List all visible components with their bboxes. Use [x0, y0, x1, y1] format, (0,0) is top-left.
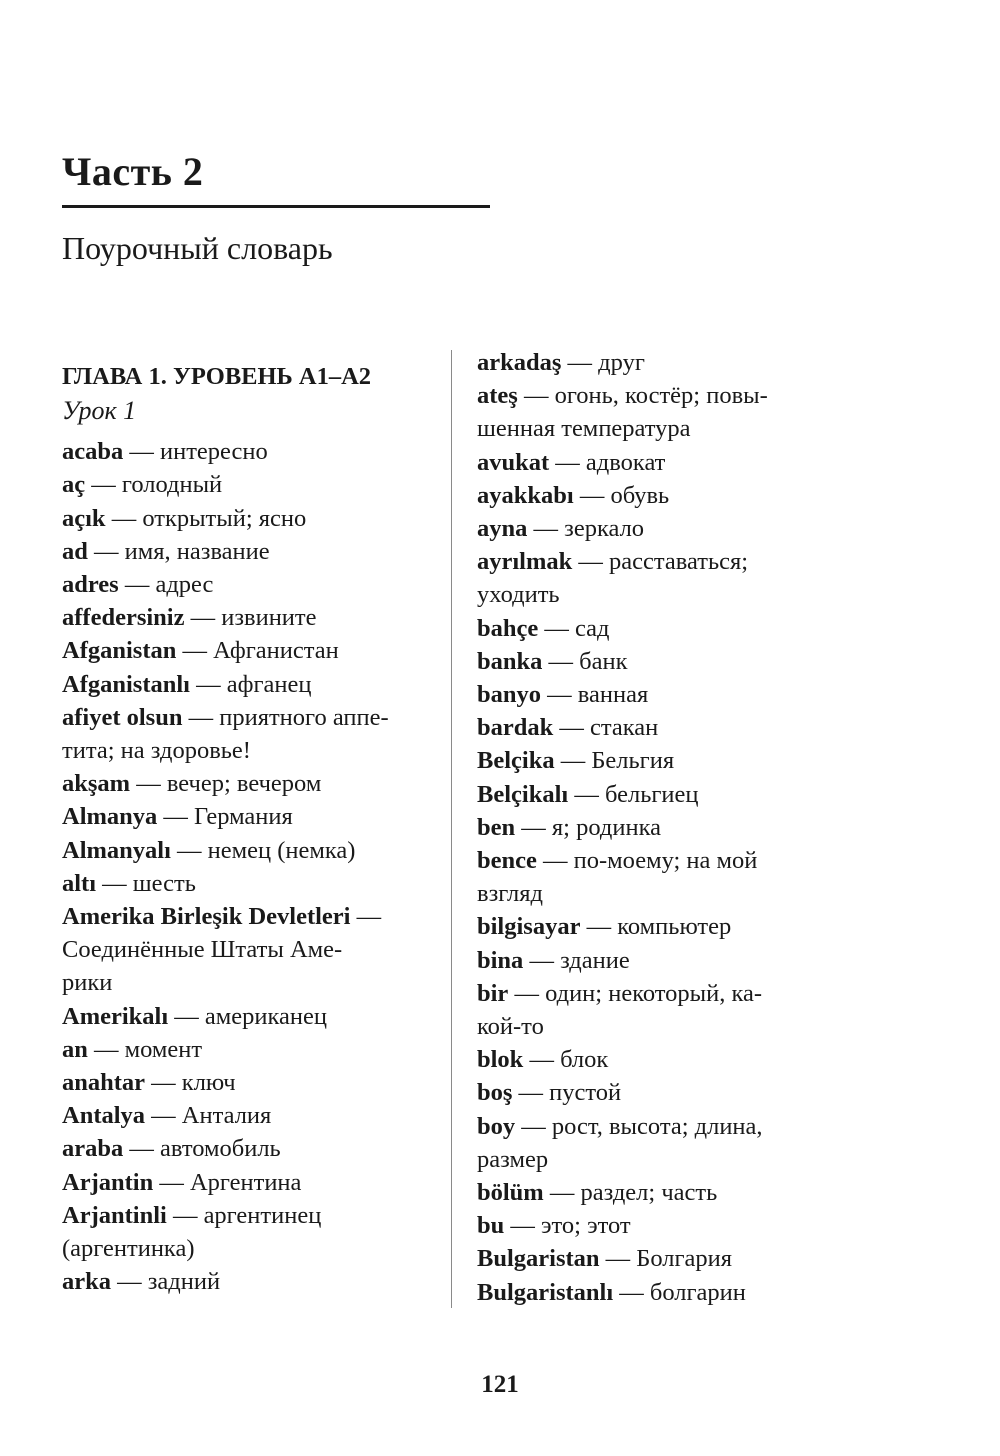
entry-term: aç	[62, 471, 86, 499]
entry-definition: я; родинка	[551, 813, 661, 841]
dictionary-entry	[477, 379, 822, 445]
entry-dash: —	[568, 780, 605, 808]
entry-term: ayna	[477, 515, 528, 543]
entry-definition: Бельгия	[591, 747, 675, 775]
entry-dash: —	[123, 438, 160, 466]
entry-dash: —	[515, 813, 552, 841]
dictionary-entry	[477, 1209, 822, 1242]
entry-definition: зеркало	[564, 515, 645, 543]
dictionary-entry	[62, 468, 432, 501]
entry-definition: афганец	[226, 670, 312, 698]
entry-definition: пустой	[549, 1079, 622, 1107]
entry-term: anahtar	[62, 1069, 146, 1097]
entry-dash: —	[523, 1046, 561, 1074]
entry-term: açık	[62, 504, 106, 532]
dictionary-entry	[62, 1033, 432, 1066]
entry-dash: —	[549, 448, 586, 476]
entry-definition: голодный	[121, 471, 223, 499]
entry-dash: —	[145, 1102, 182, 1130]
dictionary-entry	[62, 535, 432, 568]
dictionary-entry	[477, 944, 822, 977]
entry-definition: извините	[221, 604, 317, 632]
dictionary-entry	[477, 778, 822, 811]
entry-definition: Афганистан	[213, 637, 339, 665]
entry-term: Arjantinli	[62, 1201, 167, 1229]
entry-term: bence	[477, 847, 537, 875]
entry-dash: —	[176, 637, 214, 665]
entry-term: bölüm	[477, 1179, 544, 1207]
dictionary-entry	[477, 612, 822, 645]
dictionary-entry	[477, 446, 822, 479]
entry-definition: адрес	[155, 571, 214, 599]
dictionary-entry	[477, 479, 822, 512]
dictionary-entry	[62, 1166, 432, 1199]
entry-definition: обувь	[610, 481, 670, 509]
entry-term: boy	[477, 1112, 516, 1140]
dictionary-entry	[62, 1099, 432, 1132]
entry-definition: один; некоторый, ка-	[545, 979, 763, 1007]
entry-term: Amerikalı	[62, 1002, 169, 1030]
dictionary-entry	[477, 346, 822, 379]
entry-definition: кой-то	[477, 1013, 544, 1041]
entry-definition: открытый; ясно	[142, 504, 307, 532]
entry-term: Belçikalı	[477, 780, 569, 808]
dictionary-entry	[477, 1043, 822, 1076]
entry-term: Bulgaristanlı	[477, 1278, 614, 1306]
entry-term: bir	[477, 979, 509, 1007]
entry-definition: (аргентинка)	[62, 1235, 195, 1263]
entry-term: Arjantin	[62, 1168, 154, 1196]
dictionary-entry	[477, 1110, 822, 1176]
entry-term: ateş	[477, 382, 518, 410]
entry-term: arkadaş	[477, 349, 562, 376]
left-column	[62, 346, 432, 1298]
entry-dash: —	[87, 537, 125, 565]
entry-term: ayrılmak	[477, 548, 573, 576]
entry-term: afiyet olsun	[62, 703, 183, 731]
part-title: Часть 2	[62, 149, 204, 194]
entry-definition: друг	[598, 349, 645, 376]
entry-term: bahçe	[477, 614, 539, 642]
entry-term: bu	[477, 1212, 505, 1240]
dictionary-entry	[477, 1076, 822, 1109]
entry-term: affedersiniz	[62, 604, 185, 632]
dictionary-entry	[62, 601, 432, 634]
entry-dash: —	[111, 1268, 148, 1296]
entry-definition: здание	[560, 946, 630, 974]
entry-dash: —	[536, 847, 574, 875]
entry-term: ad	[62, 537, 88, 565]
entry-dash: —	[523, 946, 561, 974]
dictionary-entry	[477, 1176, 822, 1209]
entry-dash: —	[184, 604, 222, 632]
entry-dash: —	[87, 1035, 125, 1063]
title-rule	[62, 205, 490, 208]
entry-definition: ключ	[181, 1069, 236, 1097]
entry-definition: блок	[560, 1046, 609, 1074]
entry-definition: шесть	[132, 869, 196, 897]
entry-definition: аргентинец	[203, 1201, 322, 1229]
entry-definition: Аргентина	[189, 1168, 302, 1196]
lesson-title: Урок 1	[62, 396, 137, 426]
dictionary-entry	[62, 1199, 432, 1265]
entry-term: Belçika	[477, 747, 555, 775]
entry-dash: —	[182, 703, 220, 731]
entry-definition: уходить	[477, 581, 560, 609]
entry-term: bardak	[477, 714, 554, 742]
dictionary-entry	[477, 811, 822, 844]
entry-dash: —	[572, 548, 610, 576]
dictionary-entry	[477, 711, 822, 744]
dictionary-entry	[62, 834, 432, 867]
dictionary-entry	[477, 844, 822, 910]
dictionary-entry	[62, 701, 432, 767]
entry-term: bina	[477, 946, 524, 974]
entry-dash: —	[189, 670, 227, 698]
entry-term: an	[62, 1035, 88, 1063]
entry-term: boş	[477, 1079, 513, 1107]
entry-dash: —	[130, 770, 167, 798]
entry-definition: размер	[477, 1145, 549, 1173]
entry-definition: огонь, костёр; повы-	[554, 382, 768, 410]
entry-definition: Соединённые Штаты Аме-	[62, 936, 343, 964]
entry-term: banyo	[477, 681, 542, 709]
entry-term: altı	[62, 869, 97, 897]
entry-term: Almanya	[62, 803, 158, 831]
entry-term: ayakkabı	[477, 481, 574, 509]
entry-definition: расставаться;	[609, 548, 749, 576]
entry-dash: —	[527, 515, 565, 543]
dictionary-entry	[62, 1000, 432, 1033]
dictionary-entry	[62, 668, 432, 701]
entry-term: Afganistan	[62, 637, 177, 665]
entry-definition: Анталия	[181, 1102, 272, 1130]
entry-definition: по-моему; на мой	[573, 847, 758, 875]
entry-definition: ванная	[577, 681, 649, 709]
dictionary-entry	[477, 678, 822, 711]
right-entry-list	[477, 346, 822, 1309]
entry-definition: интересно	[160, 438, 268, 466]
entry-dash: —	[123, 1135, 160, 1163]
entry-definition: шенная температура	[477, 415, 691, 443]
entry-dash: —	[157, 803, 195, 831]
entry-dash: —	[538, 614, 575, 642]
entry-dash: —	[613, 1278, 650, 1306]
dictionary-entry	[477, 545, 822, 611]
entry-term: Amerika Birleşik Devletleri	[62, 903, 351, 931]
entry-term: akşam	[62, 770, 131, 798]
dictionary-entry	[62, 502, 432, 535]
entry-definition: раздел; часть	[580, 1179, 718, 1207]
entry-dash: —	[573, 481, 611, 509]
entry-term: banka	[477, 647, 543, 675]
entry-dash: —	[543, 1179, 581, 1207]
dictionary-entry	[62, 634, 432, 667]
entry-definition: Германия	[194, 803, 293, 831]
entry-definition: адвокат	[585, 448, 666, 476]
dictionary-entry	[62, 1265, 432, 1298]
entry-definition: рост, высота; длина,	[551, 1112, 763, 1140]
dictionary-entry	[62, 900, 432, 1000]
entry-dash: —	[542, 647, 580, 675]
dictionary-entry	[62, 1066, 432, 1099]
entry-dash: —	[105, 504, 143, 532]
entry-dash: —	[515, 1112, 552, 1140]
entry-definition: рики	[62, 969, 113, 997]
left-entry-list	[62, 435, 432, 1298]
entry-term: araba	[62, 1135, 124, 1163]
entry-dash: —	[350, 903, 382, 931]
entry-definition: немец (немка)	[207, 836, 356, 864]
entry-definition: имя, название	[124, 537, 270, 565]
entry-term: ben	[477, 813, 516, 841]
entry-dash: —	[508, 979, 546, 1007]
entry-dash: —	[554, 747, 592, 775]
entry-dash: —	[168, 1002, 205, 1030]
dictionary-entry	[477, 512, 822, 545]
entry-term: avukat	[477, 448, 550, 476]
page-subtitle: Поурочный словарь	[62, 230, 333, 266]
entry-definition: Болгария	[636, 1245, 733, 1273]
dictionary-entry	[477, 1276, 822, 1309]
entry-definition: компьютер	[617, 913, 732, 941]
entry-definition: задний	[147, 1268, 221, 1296]
entry-definition: тита; на здоровье!	[62, 737, 251, 765]
dictionary-entry	[62, 767, 432, 800]
entry-dash: —	[561, 349, 599, 376]
entry-dash: —	[504, 1212, 542, 1240]
dictionary-entry	[62, 800, 432, 833]
entry-definition: американец	[204, 1002, 328, 1030]
entry-term: bilgisayar	[477, 913, 581, 941]
entry-dash: —	[85, 471, 122, 499]
entry-term: Afganistanlı	[62, 670, 190, 698]
entry-definition: банк	[579, 647, 628, 675]
entry-definition: бельгиец	[604, 780, 699, 808]
entry-dash: —	[580, 913, 618, 941]
column-divider	[451, 350, 452, 1308]
dictionary-entry	[477, 910, 822, 943]
entry-definition: это; этот	[541, 1212, 631, 1240]
dictionary-entry	[62, 435, 432, 468]
entry-dash: —	[512, 1079, 550, 1107]
dictionary-entry	[62, 568, 432, 601]
entry-dash: —	[553, 714, 591, 742]
entry-dash: —	[96, 869, 133, 897]
entry-dash: —	[118, 571, 156, 599]
entry-definition: приятного аппе-	[219, 703, 389, 731]
dictionary-entry	[62, 1132, 432, 1165]
entry-definition: взгляд	[477, 880, 544, 908]
entry-term: Bulgaristan	[477, 1245, 600, 1273]
page-number: 121	[481, 1371, 519, 1398]
entry-dash: —	[153, 1168, 190, 1196]
right-column	[477, 346, 822, 1309]
entry-definition: стакан	[590, 714, 659, 742]
dictionary-entry	[477, 645, 822, 678]
entry-dash: —	[599, 1245, 637, 1273]
entry-definition: сад	[575, 614, 610, 642]
dictionary-entry	[477, 977, 822, 1043]
entry-dash: —	[170, 836, 208, 864]
entry-term: Almanyalı	[62, 836, 171, 864]
dictionary-entry	[477, 744, 822, 777]
entry-dash: —	[166, 1201, 204, 1229]
dictionary-entry	[62, 867, 432, 900]
entry-dash: —	[145, 1069, 182, 1097]
entry-term: arka	[62, 1268, 111, 1296]
entry-term: adres	[62, 571, 119, 599]
entry-dash: —	[517, 382, 555, 410]
entry-definition: момент	[124, 1035, 203, 1063]
entry-term: Antalya	[62, 1102, 146, 1130]
chapter-title: ГЛАВА 1. УРОВЕНЬ А1–А2	[62, 363, 372, 390]
entry-definition: автомобиль	[160, 1135, 281, 1163]
entry-definition: болгарин	[649, 1278, 746, 1306]
entry-term: acaba	[62, 438, 124, 466]
entry-term: blok	[477, 1046, 524, 1074]
dictionary-entry	[477, 1242, 822, 1275]
entry-definition: вечер; вечером	[166, 770, 322, 798]
entry-dash: —	[541, 681, 578, 709]
